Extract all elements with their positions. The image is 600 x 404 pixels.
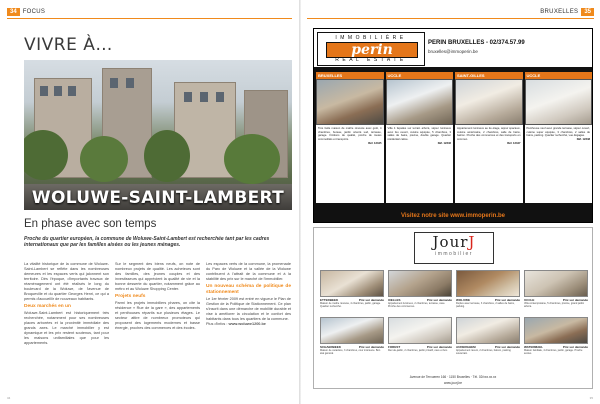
hero-title: WOLUWE-SAINT-LAMBERT: [31, 188, 285, 208]
article-subtitle: En phase avec son temps: [24, 218, 157, 230]
perin-logo-line1: IMMOBILIÈRE: [335, 35, 407, 41]
property-card[interactable]: [456, 270, 520, 315]
listing-photo: [525, 79, 593, 125]
property-price: Prix sur demande: [426, 345, 452, 349]
property-photo: [320, 317, 384, 344]
perin-name-phone: PERIN BRUXELLES - 02/374.57.99: [428, 40, 525, 46]
listing-description: Penthouse neuf avec grande terrasse, séjour ouvert, cuisine super équipée, 3 chambres, 2 salles de bains, parking. Quartier recherché, vue dégagée.: [526, 127, 590, 138]
listing-text: [455, 125, 523, 203]
listing-location: SAINT-GILLES: [455, 72, 523, 79]
right-folio: [540, 8, 594, 16]
jourj-listings: [320, 270, 588, 362]
window-shape: [68, 86, 76, 96]
listing-location: UCCLE: [386, 72, 454, 79]
jourj-website[interactable]: www.jourj.be: [443, 381, 463, 385]
jourj-logo-word: Jour: [432, 233, 469, 251]
property-description: Villa contemporaine, 5 chambres, piscine, grand jardin arboré.: [524, 302, 585, 309]
property-location: WATERMAEL: [524, 345, 544, 349]
listing-ref: Réf. 12345: [368, 141, 382, 145]
property-photo: [456, 270, 520, 297]
window-shape: [54, 86, 62, 96]
listing-photo: [316, 79, 384, 125]
listing-photo: [386, 79, 454, 125]
left-folio: [7, 8, 45, 16]
listing-card[interactable]: [386, 72, 454, 203]
listing-location: UCCLE: [525, 72, 593, 79]
info-label: Plus d'infos :: [206, 322, 228, 326]
body-paragraph: Les espaces verts de la commune, la promenade du Parc de Woluwe et la vallée de la Woluwe contribuent à l'attrait de la commune et à la stabilité des prix sur le marché de l'immobilier.: [206, 262, 291, 281]
property-location: FOREST: [388, 345, 401, 349]
listing-text: [316, 125, 384, 203]
article-columns: [24, 262, 292, 390]
property-description: Rez-de-jardin, 2 chambres, jardin privatif, cave et box.: [388, 349, 448, 352]
hero-photo: [24, 60, 292, 210]
property-price: Prix sur demande: [494, 345, 520, 349]
perin-logo: [317, 32, 425, 66]
body-paragraph: Parmi les projets immobiliers phares, on cite la résidence « Rue de la gare », des appartements et penthouses répartis sur plusieurs étages. Le secteur attire de nombreux promoteurs qui proposent des logements modernes et basse énergie, proches des commerces et des écoles.: [115, 301, 200, 330]
property-location: ETTERBEEK: [320, 298, 339, 302]
property-price: Prix sur demande: [494, 298, 520, 302]
right-header-rule: [307, 18, 594, 19]
property-photo: [524, 317, 588, 344]
property-description: Maison de caractère, 3 chambres, cour intérieure. Bon état général.: [320, 349, 381, 356]
tree-shape: [144, 130, 190, 182]
page-gutter: [299, 0, 301, 404]
property-card[interactable]: [320, 317, 384, 362]
section-heading: Projets neufs: [115, 294, 146, 299]
listing-ref: Réf. 12348: [576, 138, 590, 142]
property-card[interactable]: [388, 270, 452, 315]
property-location: UCCLE: [524, 298, 535, 302]
section-heading: Deux marchés en un: [24, 304, 71, 309]
property-price: Prix sur demande: [426, 298, 452, 302]
property-photo: [456, 317, 520, 344]
right-footer: 35: [589, 396, 593, 400]
property-description: Appartement récent, 2 chambres, balcon, parking souterrain.: [456, 349, 511, 356]
property-price: Prix sur demande: [358, 345, 384, 349]
section-heading: Un nouveau schéma de politique de stationnement: [206, 284, 291, 295]
property-location: WOLUWE: [456, 298, 470, 302]
property-location: SCHAERBEEK: [320, 345, 342, 349]
tree-shape: [80, 136, 128, 182]
listing-location: BRUXELLES: [316, 72, 384, 79]
tree-shape: [224, 134, 280, 184]
property-location: AUDERGHEM: [456, 345, 476, 349]
property-location: IXELLES: [388, 298, 401, 302]
window-shape: [200, 92, 208, 102]
info-link[interactable]: www.woluwe1200.be: [228, 322, 266, 326]
listing-text: [525, 125, 593, 203]
perin-email[interactable]: bruxelles@immoperin.be: [428, 49, 478, 54]
right-section-label: BRUXELLES: [540, 9, 579, 15]
property-card[interactable]: [320, 270, 384, 315]
article-column-1: [24, 262, 109, 390]
body-paragraph: Woluwe-Saint-Lambert est historiquement très recherchée, notamment pour ses nombreuses places arborées et la proximité immédiate des grands axes. Le marché immobilier y est dynamique et les prix restent soutenus, tant pour les maisons unifamiliales que pour les appartements.: [24, 311, 109, 345]
window-shape: [216, 92, 224, 102]
jourj-logo-letter: J: [468, 233, 476, 251]
property-description: Duplex avec terrasse, 3 chambres, 2 salles de bains, parking.: [456, 302, 515, 309]
perin-ad-header: [314, 29, 592, 68]
jourj-ad: [313, 227, 593, 389]
window-shape: [110, 78, 118, 88]
left-page-number: 34: [7, 8, 20, 16]
left-footer: 34: [7, 396, 11, 400]
jourj-contact: Avenue de Tervueren 166 · 1150 Bruxelles · Tél. 02/xxx.xx.xx: [409, 375, 497, 379]
property-price: Prix sur demande: [562, 345, 588, 349]
property-photo: [524, 270, 588, 297]
listing-card[interactable]: [316, 72, 384, 203]
window-shape: [184, 92, 192, 102]
listing-description: Villa 4 façades sur terrain arboré, séjour lumineux avec feu ouvert, cuisine équipée, 5 chambres, 3 salles de bains, piscine, double garage. Quartier résidentiel calme.: [387, 127, 451, 142]
window-shape: [126, 78, 134, 88]
property-description: Appartement lumineux, 2 chambres, terrasse, cave. Proche des commerces.: [388, 302, 446, 309]
article-column-3: [206, 262, 291, 390]
jourj-logo-sub: immobilier: [435, 251, 473, 257]
property-description: Maison de maître rénovée, 4 chambres, jardin, garage. Quartier recherché.: [320, 302, 381, 309]
article-column-2: [115, 262, 200, 390]
listing-card[interactable]: [455, 72, 523, 203]
property-card[interactable]: [524, 270, 588, 315]
body-paragraph: Sur le segment des biens neufs, on note de nombreux projets de qualité. Les acheteurs sont des familles, des jeunes couples et des investisseurs qui apprécient la qualité de vie et la bonne desserte du quartier, notamment grâce au métro et au Woluwe Shopping Center.: [115, 262, 200, 291]
property-price: Prix sur demande: [358, 298, 384, 302]
perin-listings: [316, 72, 592, 203]
perin-ad: [313, 28, 593, 223]
listing-card[interactable]: [525, 72, 593, 203]
perin-logo-line3: REAL ESTATE: [335, 57, 407, 63]
body-paragraph: Le 1er février 2009 est entré en vigueur le Plan de Gestion de la Politique de Stationnement. Ce plan s'inscrit dans une démarche de mobilité durable et vise à améliorer la circulation et le confort des habitants dans tous les quartiers de la commune.: [206, 297, 291, 321]
article-kicker: VIVRE À…: [24, 35, 113, 55]
perin-website[interactable]: Visitez notre site www.immoperin.be: [400, 213, 506, 219]
listing-text: [386, 125, 454, 203]
jourj-logo: [414, 232, 494, 264]
article-lead: Proche du quartier européen, la commune de Woluwe-Saint-Lambert est recherchée tant par les cadres internationaux que par les familles aisées ou les jeunes ménages.: [24, 236, 270, 249]
property-card[interactable]: [456, 317, 520, 362]
left-section-label: FOCUS: [22, 9, 46, 15]
property-card[interactable]: [524, 317, 588, 362]
right-page-number: 35: [581, 8, 594, 16]
property-photo: [388, 317, 452, 344]
left-header-rule: [7, 18, 292, 19]
perin-logo-mark: perin: [326, 42, 418, 58]
property-description: Maison familiale, 4 chambres, jardin, garage. Proche écoles.: [524, 349, 583, 356]
property-photo: [320, 270, 384, 297]
property-price: Prix sur demande: [562, 298, 588, 302]
window-shape: [40, 86, 48, 96]
listing-description: Appartement lumineux au 2e étage, séjour spacieux, cuisine américaine, 2 chambres, salle de bains, balcon. Proche des commerces et des transports en commun.: [457, 127, 521, 142]
listing-photo: [455, 79, 523, 125]
body-paragraph: La vitalité historique de la commune de Woluwe-Saint-Lambert se reflète dans les nombreuses demeures et les espaces verts qui jalonnent son territoire. Dès l'époque, d'importants travaux de réaménagement ont été réalisés le long du boulevard de la Woluwe, de l'avenue de Broqueville et du quartier Georges Henri, ce qui a permis d'accueillir de nouveaux habitants.: [24, 262, 109, 301]
property-card[interactable]: [388, 317, 452, 362]
listing-ref: Réf. 12346: [437, 141, 451, 145]
listing-ref: Réf. 12347: [507, 141, 521, 145]
listing-description: Très belle maison de maître rénovée avec goût, 4 chambres, bureau, jardin orienté sud, terrasse, garage. Finitions de qualité, proche de toutes commodités et transports.: [318, 127, 382, 142]
property-photo: [388, 270, 452, 297]
